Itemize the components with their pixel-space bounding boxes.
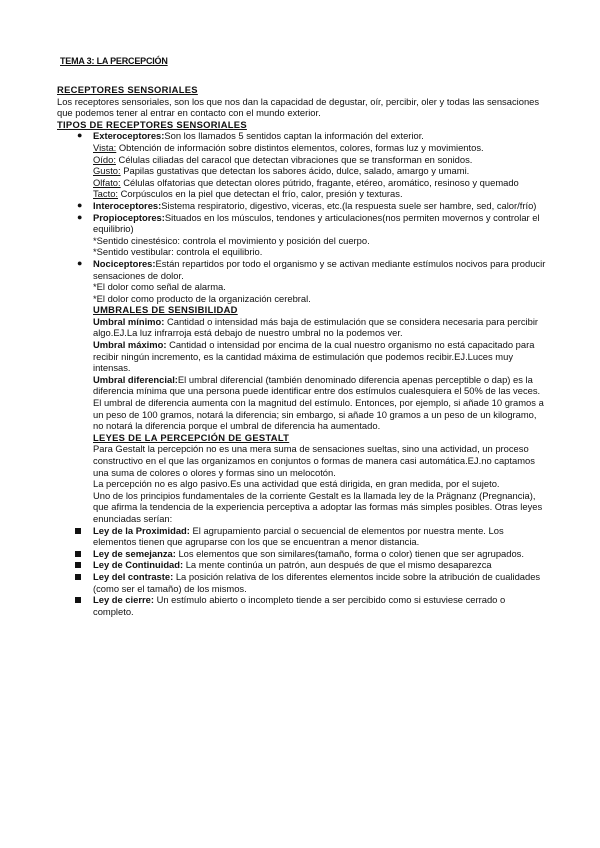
gestalt-paragraph-2: La percepción no es algo pasivo.Es una actividad que está dirigida, en gran medida, por el sujeto. bbox=[93, 478, 500, 490]
term-nociceptores: Nociceptores: bbox=[93, 257, 156, 269]
sense-olfato: Olfato: Células olfatorias que detectan olores pútrido, fragante, etéreo, aromático, resinoso y quemado bbox=[93, 176, 519, 188]
page-title: TEMA 3: LA PERCEPCIÓN bbox=[60, 56, 168, 66]
bullet-icon: ● bbox=[77, 211, 83, 222]
note-dolor-organizacion: *El dolor como producto de la organización cerebral. bbox=[93, 292, 311, 304]
bullet-icon: ● bbox=[77, 257, 83, 268]
note-dolor-alarma: *El dolor como señal de alarma. bbox=[93, 281, 226, 293]
sense-oido: Oído: Células ciliadas del caracol que detectan vibraciones que se transforman en sonidos. bbox=[93, 153, 473, 165]
section-heading-tipos: TIPOS DE RECEPTORES SENSORIALES bbox=[57, 118, 247, 130]
definition-exteroceptores: Son los llamados 5 sentidos captan la información del exterior. bbox=[164, 130, 424, 142]
definition-propioceptores: Situados en los músculos, tendones y articulaciones(nos permiten movernos y controlar el equilibrio) bbox=[93, 211, 540, 235]
intro-paragraph: Los receptores sensoriales, son los que nos dan la capacidad de degustar, oír, percibir, oler y todas las sensaciones que podemos tener al entrar en contacto con el mundo exterior. bbox=[57, 95, 540, 119]
law-cierre: Ley de cierre: Un estímulo abierto o incompleto tiende a ser percibido como si estuviese cerrado o completo. bbox=[57, 594, 547, 617]
sense-gusto: Gusto: Papilas gustativas que detectan los sabores ácido, dulce, salado, amargo y umami. bbox=[93, 165, 470, 177]
square-bullet-icon bbox=[75, 562, 81, 568]
sense-tacto: Tacto: Corpúsculos en la piel que detectan el frío, calor, presión y texturas. bbox=[93, 188, 403, 200]
list-item-interoceptores bbox=[57, 200, 547, 212]
list-item-exteroceptores bbox=[57, 130, 547, 200]
document-body bbox=[57, 84, 547, 617]
umbral-maximo: Umbral máximo: Cantidad o intensidad por encima de la cual nuestro organismo no está capacitado para recibir ningún incremento, es la cantidad máxima de estimulación que podemos recibir.EJ.Luces muy intensas. bbox=[93, 339, 535, 374]
section-heading-umbrales: UMBRALES DE SENSIBILIDAD bbox=[93, 304, 238, 316]
term-interoceptores: Interoceptores: bbox=[93, 199, 162, 211]
section-heading-gestalt: LEYES DE LA PERCEPCIÓN DE GESTALT bbox=[93, 431, 290, 443]
sense-vista: Vista: Obtención de información sobre distintos elementos, colores, formas luz y movimientos. bbox=[93, 141, 484, 153]
law-semejanza: Ley de semejanza: Los elementos que son similares(tamaño, forma o color) tienen que ser agrupados. bbox=[57, 548, 547, 560]
umbrales-section bbox=[57, 304, 547, 524]
term-propioceptores: Propioceptores: bbox=[93, 211, 165, 223]
square-bullet-icon bbox=[75, 528, 81, 534]
umbral-minimo: Umbral mínimo: Cantidad o intensidad más baja de estimulación que se considera necesaria para percibir algo.EJ.La luz infrarroja está debajo de nuestro umbral no la podemos ver. bbox=[93, 315, 539, 339]
law-contraste: Ley del contraste: La posición relativa de los diferentes elementos incide sobre la atribución de cualidades (como ser el tamaño) de los mismos. bbox=[57, 571, 547, 594]
square-bullet-icon bbox=[75, 574, 81, 580]
definition-interoceptores: Sistema respiratorio, digestivo, viceras, etc.(la respuesta suele ser hambre, sed, calor/frío) bbox=[161, 199, 537, 211]
gestalt-paragraph-3: Uno de los principios fundamentales de la corriente Gestalt es la llamada ley de la Prägnanz (Pregnancia), que afirma la tendencia de la experiencia perceptiva a adoptar las formas más simples posibles. Otras leyes enunciadas serían: bbox=[93, 489, 543, 524]
square-bullet-icon bbox=[75, 597, 81, 603]
law-continuidad: Ley de Continuidad: La mente continúa un patrón, aun después de que el mismo desaparezca bbox=[57, 559, 547, 571]
note-cinestesico: *Sentido cinestésico: controla el movimiento y posición del cuerpo. bbox=[93, 234, 370, 246]
gestalt-paragraph-1: Para Gestalt la percepción no es una mera suma de sensaciones sueltas, sino una actividad, un proceso constructivo en el que las organizamos en conjuntos o formas de manera casi automática.EJ.no captamos una suma de colores o olores y formas sino un melocotón. bbox=[93, 443, 535, 478]
bullet-icon: ● bbox=[77, 199, 83, 210]
section-heading-receptores: RECEPTORES SENSORIALES bbox=[57, 84, 198, 95]
bullet-icon: ● bbox=[77, 130, 83, 141]
term-exteroceptores: Exteroceptores: bbox=[93, 130, 165, 142]
list-item-nociceptores bbox=[57, 258, 547, 304]
square-bullet-icon bbox=[75, 551, 81, 557]
note-vestibular: *Sentido vestibular: controla el equilibrio. bbox=[93, 246, 263, 258]
law-proximidad: Ley de la Proximidad: El agrupamiento parcial o secuencial de elementos por nuestra mente. Los elementos tienen que agruparse con los que se encuentran a menor distancia. bbox=[57, 525, 547, 548]
list-item-propioceptores bbox=[57, 212, 547, 258]
definition-nociceptores: Están repartidos por todo el organismo y se activan mediante estímulos nocivos para producir sensaciones de dolor. bbox=[93, 257, 546, 281]
umbral-diferencial: Umbral diferencial:El umbral diferencial (también denominado diferencia apenas perceptible o dap) es la diferencia mínima que una persona puede identificar entre dos estímulos cualesquiera el 50% de las veces. El umbral de diferencia aumenta con la magnitud del estímulo. Entonces, por ejemplo, si añade 10 gramos a un peso de 100 gramos, notará la diferencia; sin embargo, si añade 10 gramos a un peso de un kilogramo, no notará la diferencia porque el umbral de diferencia ha aumentado. bbox=[93, 373, 544, 432]
